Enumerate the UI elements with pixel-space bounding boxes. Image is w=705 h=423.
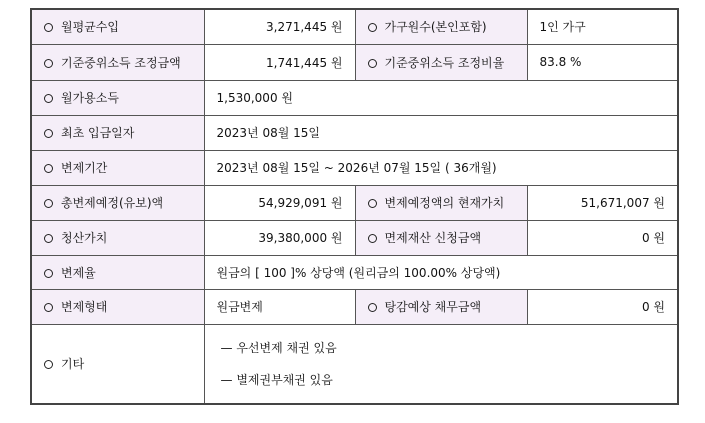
household-label-cell (355, 9, 527, 44)
circle-bullet-icon (368, 59, 377, 68)
median-adjusted-label-cell (31, 44, 204, 80)
table-row (31, 150, 678, 185)
repayment-type-label-cell (31, 289, 204, 324)
circle-bullet-icon (44, 360, 53, 369)
circle-bullet-icon (44, 303, 53, 312)
circle-bullet-icon (44, 199, 53, 208)
table-row (31, 220, 678, 255)
expected-debt-label: 탕감예상 채무금액 (384, 300, 482, 314)
repayment-type-label: 변제형태 (61, 300, 108, 314)
other-label-cell (31, 324, 204, 404)
circle-bullet-icon (44, 129, 53, 138)
total-repayment-value: 54,929,091 원 (204, 185, 355, 220)
repayment-summary-table (30, 8, 679, 405)
available-income-label: 월가용소득 (61, 91, 119, 105)
household-value: 1인 가구 (527, 9, 678, 44)
table-row (31, 185, 678, 220)
expected-debt-label-cell (355, 289, 527, 324)
table-row (31, 324, 678, 404)
repayment-type-value: 원금변제 (204, 289, 355, 324)
exempt-property-label: 면제재산 신청금액 (384, 231, 482, 245)
table-row (31, 289, 678, 324)
repayment-period-value: 2023년 08월 15일 ~ 2026년 07월 15일 ( 36개월) (204, 150, 678, 185)
liquidation-value-label: 청산가치 (61, 231, 108, 245)
table-row (31, 115, 678, 150)
other-note-line: — 우선변제 채권 있음 (220, 341, 337, 356)
circle-bullet-icon (44, 234, 53, 243)
other-note-line: — 별제권부채권 있음 (220, 373, 333, 388)
median-ratio-label: 기준중위소득 조정비율 (384, 55, 505, 70)
circle-bullet-icon (368, 199, 377, 208)
circle-bullet-icon (368, 303, 377, 312)
expected-debt-value: 0 원 (527, 289, 678, 324)
household-label: 가구원수(본인포함) (384, 20, 487, 35)
available-income-value: 1,530,000 원 (204, 80, 678, 115)
present-value-value: 51,671,007 원 (527, 185, 678, 220)
circle-bullet-icon (44, 269, 53, 278)
repayment-rate-label: 변제율 (61, 265, 96, 280)
total-repayment-label: 총변제예정(유보)액 (61, 196, 164, 210)
circle-bullet-icon (44, 59, 53, 68)
median-adjusted-value: 1,741,445 원 (204, 44, 355, 80)
present-value-label-cell (355, 185, 527, 220)
other-notes (204, 324, 678, 404)
table-row (31, 44, 678, 80)
liquidation-value-label-cell (31, 220, 204, 255)
circle-bullet-icon (368, 23, 377, 32)
first-payment-date-label-cell (31, 115, 204, 150)
table-row (31, 9, 678, 44)
present-value-label: 변제예정액의 현재가치 (384, 196, 505, 210)
median-adjusted-label: 기준중위소득 조정금액 (61, 55, 181, 70)
exempt-property-value: 0 원 (527, 220, 678, 255)
monthly-income-value: 3,271,445 원 (204, 9, 355, 44)
exempt-property-label-cell (355, 220, 527, 255)
median-ratio-value: 83.8 % (527, 44, 678, 80)
circle-bullet-icon (44, 23, 53, 32)
total-repayment-label-cell (31, 185, 204, 220)
table-row (31, 255, 678, 289)
circle-bullet-icon (44, 94, 53, 103)
repayment-period-label: 변제기간 (61, 161, 108, 175)
circle-bullet-icon (368, 234, 377, 243)
repayment-rate-value: 원금의 [ 100 ]% 상당액 (원리금의 100.00% 상당액) (204, 255, 678, 289)
available-income-label-cell (31, 80, 204, 115)
monthly-income-label: 월평균수입 (61, 20, 119, 35)
first-payment-date-value: 2023년 08월 15일 (204, 115, 678, 150)
first-payment-date-label: 최초 입금일자 (61, 126, 135, 140)
repayment-rate-label-cell (31, 255, 204, 289)
other-label: 기타 (61, 357, 85, 372)
repayment-period-label-cell (31, 150, 204, 185)
circle-bullet-icon (44, 164, 53, 173)
monthly-income-label-cell (31, 9, 204, 44)
table-row (31, 80, 678, 115)
liquidation-value-value: 39,380,000 원 (204, 220, 355, 255)
median-ratio-label-cell (355, 44, 527, 80)
